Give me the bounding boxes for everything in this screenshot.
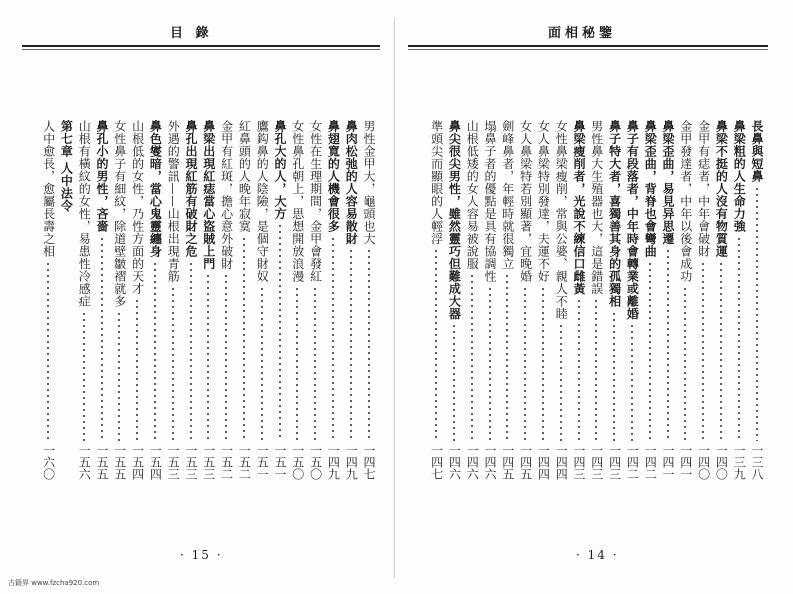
toc-entry-title: 鼻孔大的人，大方 — [273, 120, 287, 220]
toc-dot-leader — [684, 286, 686, 442]
toc-entry — [344, 120, 357, 480]
toc-entry-page: 一四〇 — [696, 444, 711, 480]
toc-entry — [679, 120, 692, 480]
toc-entry-page: 一五三 — [184, 444, 198, 480]
header-rule — [22, 45, 380, 47]
toc-entry-page: 一四五 — [500, 444, 515, 480]
toc-entry-title: 外遇的警訊——山根出現青筋 — [166, 120, 181, 283]
toc-entry-page: 一五四 — [148, 444, 163, 480]
toc-dot-leader — [190, 261, 192, 442]
toc-entry-page: 一四二 — [643, 444, 658, 480]
toc-entry-title: 長鼻與短鼻 — [750, 120, 764, 183]
toc-entry — [697, 120, 710, 480]
toc-entry — [77, 120, 90, 480]
toc-entry-title: 鼻尖很尖男性，雖然靈巧但難成大器 — [447, 120, 462, 320]
toc-entry — [625, 120, 638, 480]
toc-dot-leader — [489, 286, 491, 442]
toc-entry-title: 鷹鈎鼻的人陰險，是個守財奴 — [255, 120, 270, 283]
toc-entry-page: 一五五 — [95, 444, 109, 480]
toc-entry — [643, 120, 656, 480]
toc-entry-title: 鼻色燮暗，當心鬼靈纏身 — [148, 120, 163, 258]
toc-entry-page: 一四〇 — [714, 444, 729, 480]
toc-entry — [202, 120, 215, 480]
toc-entry-title: 女人鼻梁特別發達，夫運不好 — [536, 120, 551, 283]
toc-entry-title: 女性鼻梁瘦削，常與公婆、親人不睦 — [554, 120, 569, 320]
toc-dot-leader — [595, 298, 597, 441]
toc-entry — [309, 120, 322, 480]
toc-entry — [590, 120, 603, 480]
toc-entry-title: 紅鼻頭的人晚年寂寞 — [237, 120, 252, 233]
toc-entry-title: 鼻梁歪曲，背脊也會彎曲 — [643, 120, 658, 258]
toc-dot-leader — [631, 323, 633, 441]
left-page-number: · 15 · — [180, 548, 223, 562]
toc-entry — [148, 120, 161, 480]
toc-entry-title: 金甲發達者，中年以後會成功 — [678, 120, 693, 283]
toc-entry-title: 金甲有紅斑，擔心意外破財 — [219, 120, 234, 270]
toc-entry-page: 一三八 — [750, 444, 764, 480]
toc-entry-title: 金甲有痣者，中年會破財 — [696, 120, 711, 258]
toc-dot-leader — [720, 261, 722, 442]
toc-entry — [750, 120, 763, 480]
toc-entry-page: 一五〇 — [290, 444, 305, 480]
toc-entry-page: 一六〇 — [41, 444, 56, 480]
toc-dot-leader — [243, 236, 245, 442]
toc-entry-title: 女性鼻子有細紋，除道壁皺褶就多 — [112, 120, 127, 308]
toc-entry-title: 鼻梁粗的人生命力強 — [732, 120, 747, 233]
toc-entry-title: 女性鼻孔朝上，思想開放浪漫 — [290, 120, 305, 283]
header-rule-thin — [22, 49, 380, 50]
toc-entry — [608, 120, 621, 480]
toc-entry-title: 山根低的女性，乃性方面的天才 — [130, 120, 145, 295]
header-rule — [408, 45, 768, 47]
right-page-number: · 14 · — [576, 548, 619, 562]
toc-entry — [554, 120, 567, 480]
toc-entry-page: 一四一 — [661, 444, 675, 480]
toc-dot-leader — [471, 273, 473, 441]
toc-entry — [131, 120, 144, 480]
toc-entry-title: 人中愈長，愈屬長壽之相 — [41, 120, 56, 258]
toc-entry-page: 一五三 — [201, 444, 216, 480]
toc-entry-page: 一四三 — [572, 444, 586, 480]
toc-entry-page: 一四七 — [362, 444, 376, 480]
toc-entry-title: 塌鼻子者的優點是具有協調性 — [483, 120, 497, 283]
toc-entry-title: 鼻子特大者，喜獨善其身的孤獨相 — [607, 120, 622, 308]
site-watermark: 古籍界 www.fzcha920.com — [8, 579, 100, 587]
toc-entry-title: 女人鼻梁特若別顯著，宜晚婚 — [518, 120, 533, 283]
toc-entry — [184, 120, 197, 480]
toc-entry — [95, 120, 108, 480]
left-page-header: 目 錄 — [170, 26, 213, 41]
toc-entry — [273, 120, 286, 480]
toc-entry — [362, 120, 375, 480]
toc-dot-leader — [296, 286, 298, 442]
toc-entry-title: 鼻梁出現紅痣當心盜賊上門 — [201, 120, 216, 270]
book-gutter — [394, 18, 395, 578]
toc-dot-leader — [350, 248, 352, 441]
toc-dot-leader — [756, 186, 758, 442]
toc-entry-page: 一四二 — [625, 444, 640, 480]
toc-entry-page: 一五四 — [130, 444, 145, 480]
toc-entry — [237, 120, 250, 480]
toc-dot-leader — [649, 261, 651, 442]
toc-entry-title: 鼻孔小的男性，吝嗇 — [95, 120, 109, 233]
toc-entry-page: 一五三 — [166, 444, 181, 480]
toc-dot-leader — [667, 248, 669, 441]
toc-dot-leader — [118, 311, 120, 442]
toc-entry-page: 一五二 — [237, 444, 252, 480]
toc-dot-leader — [702, 261, 704, 442]
toc-entry-page: 一四九 — [326, 444, 341, 480]
right-page — [398, 0, 793, 594]
toc-entry — [430, 120, 443, 480]
toc-entry — [572, 120, 585, 480]
toc-dot-leader — [314, 286, 316, 442]
toc-entry-page: 一五一 — [273, 444, 287, 480]
toc-entry-page: 一四五 — [518, 444, 533, 480]
toc-dot-leader — [279, 223, 281, 441]
toc-entry-title: 鼻梁不挺的人沒有物質運 — [714, 120, 729, 258]
toc-dot-leader — [613, 311, 615, 442]
toc-entry-title: 準頭尖而顯眼的人輕浮 — [429, 120, 444, 245]
toc-entry-page: 一四六 — [465, 444, 480, 480]
toc-entry-title: 女性在生理期間，金甲會發紅 — [308, 120, 323, 283]
toc-entry — [714, 120, 727, 480]
toc-dot-leader — [261, 286, 263, 442]
toc-dot-leader — [207, 273, 209, 441]
toc-entry — [465, 120, 478, 480]
toc-dot-leader — [560, 323, 562, 441]
toc-entry — [519, 120, 532, 480]
toc-dot-leader — [578, 298, 580, 441]
toc-entry-page: 一五六 — [77, 444, 92, 480]
toc-entry-title: 男性金甲大，龜頭也大 — [362, 120, 376, 245]
toc-entry-title: 山根低矮的女人容易被說服 — [465, 120, 480, 270]
toc-entry-page: 一四六 — [447, 444, 462, 480]
toc-dot-leader — [101, 236, 103, 442]
toc-entry — [536, 120, 549, 480]
toc-entry — [501, 120, 514, 480]
toc-entry-page: 一四四 — [536, 444, 551, 480]
toc-dot-leader — [136, 298, 138, 441]
toc-entry-page: 一四七 — [429, 444, 444, 480]
toc-entry-page: 一四六 — [483, 444, 497, 480]
toc-entry — [42, 120, 55, 480]
toc-entry — [661, 120, 674, 480]
toc-dot-leader — [435, 248, 437, 441]
toc-entry-title: 鼻梁歪曲，易見异思遷 — [661, 120, 675, 245]
toc-entry-title: 鼻梁瘦削者，光說不練信口雌黃 — [572, 120, 586, 295]
right-page-header: 面相秘鑒 — [548, 26, 617, 41]
toc-entry-title: 男性鼻大生殖器也大，這是錯誤 — [589, 120, 604, 295]
toc-entry-page: 一五一 — [255, 444, 270, 480]
toc-dot-leader — [738, 236, 740, 442]
toc-entry-page: 一五五 — [112, 444, 127, 480]
toc-dot-leader — [83, 311, 85, 442]
toc-entry-title: 第七章 人中法令 — [59, 120, 74, 213]
toc-dot-leader — [368, 248, 370, 441]
toc-dot-leader — [542, 286, 544, 442]
toc-dot-leader — [524, 286, 526, 442]
toc-entry-title: 鼻肉松弛的人容易散財 — [344, 120, 359, 245]
toc-dot-leader — [225, 273, 227, 441]
toc-entry — [447, 120, 460, 480]
toc-dot-leader — [47, 261, 49, 442]
toc-entry-page: 一五二 — [219, 444, 234, 480]
toc-entry — [59, 120, 72, 480]
toc-entry — [166, 120, 179, 480]
toc-dot-leader — [154, 261, 156, 442]
toc-entry — [220, 120, 233, 480]
toc-entry-page: 一四三 — [589, 444, 604, 480]
toc-entry — [291, 120, 304, 480]
toc-entry-page: 一四三 — [607, 444, 622, 480]
toc-entry-title: 劍峰鼻者，年輕時就很獨立 — [500, 120, 515, 270]
toc-entry-page: 一五〇 — [308, 444, 323, 480]
toc-dot-leader — [453, 323, 455, 441]
toc-entry-page: 一四一 — [678, 444, 693, 480]
left-page — [0, 0, 395, 594]
toc-entry — [113, 120, 126, 480]
toc-entry — [326, 120, 339, 480]
toc-entry-title: 鼻孔出現紅筋有破財之危 — [184, 120, 198, 258]
toc-entry-page: 一四九 — [344, 444, 359, 480]
toc-dot-leader — [172, 286, 174, 442]
toc-entry — [732, 120, 745, 480]
toc-entry-page: 一三九 — [732, 444, 747, 480]
toc-entry — [483, 120, 496, 480]
toc-entry-page: 一四四 — [554, 444, 569, 480]
toc-entry-title: 鼻子有段落者，中年時會轉業或離婚 — [625, 120, 640, 320]
toc-dot-leader — [506, 273, 508, 441]
header-rule-thin — [408, 49, 768, 50]
toc-dot-leader — [332, 236, 334, 442]
toc-entry-title: 鼻翅寬的人機會很多 — [326, 120, 341, 233]
toc-entry — [255, 120, 268, 480]
toc-entry-title: 山根有橫紋的女性，易患性冷感症 — [77, 120, 92, 308]
